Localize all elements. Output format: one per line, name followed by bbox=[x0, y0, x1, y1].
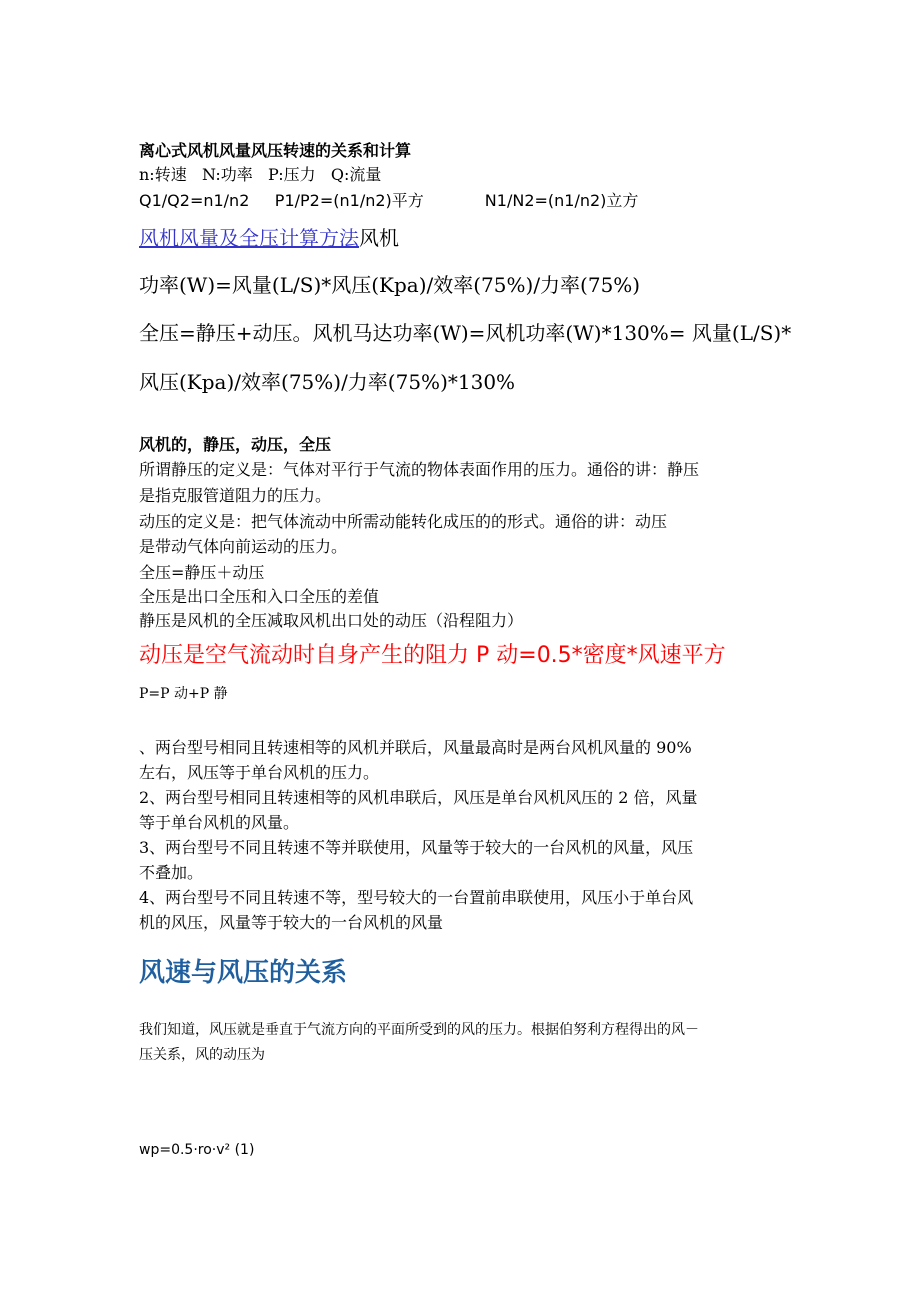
intro-line-1: 我们知道，风压就是垂直于气流方向的平面所受到的风的压力。根据伯努利方程得出的风－ bbox=[139, 1022, 699, 1038]
link-line bbox=[139, 226, 399, 250]
total-difference: 全压是出口全压和入口全压的差值 bbox=[139, 587, 380, 606]
section-heading-wind-speed: 风速与风压的关系 bbox=[139, 958, 348, 988]
item-3-line-1: 3、两台型号不同且转速不等并联使用，风量等于较大的一台风机的风量，风压 bbox=[139, 838, 694, 857]
power-formula: 功率(W)=风量(L/S)*风压(Kpa)/效率(75%)/力率(75%) bbox=[139, 273, 641, 297]
calc-method-link[interactable]: 风机风量及全压计算方法 bbox=[139, 226, 359, 250]
p-equation: P=P 动+P 静 bbox=[139, 686, 228, 702]
title-fan-relations: 离心式风机风量风压转速的关系和计算 bbox=[139, 141, 412, 160]
item-2-line-1: 2、两台型号相同且转速相等的风机串联后，风压是单台风机风压的 2 倍，风量 bbox=[139, 788, 698, 807]
ratio-formulas: Q1/Q2=n1/n2 P1/P2=(n1/n2)平方 N1/N2=(n1/n2)立方 bbox=[139, 191, 639, 210]
static-note: 静压是风机的全压减取风机出口处的动压（沿程阻力） bbox=[139, 611, 524, 630]
static-def-line-1: 所谓静压的定义是：气体对平行于气流的物体表面作用的压力。通俗的讲：静压 bbox=[139, 460, 700, 479]
item-1-line-1: 、两台型号相同且转速相等的风机并联后，风量最高时是两台风机风量的 90% bbox=[139, 738, 692, 757]
item-4-line-1: 4、两台型号不同且转速不等，型号较大的一台置前串联使用，风压小于单台风 bbox=[139, 888, 694, 907]
item-1-line-2: 左右，风压等于单台风机的压力。 bbox=[139, 763, 380, 782]
section-heading-pressures: 风机的，静压，动压，全压 bbox=[139, 435, 332, 454]
total-pressure-line-1: 全压=静压+动压。风机马达功率(W)=风机功率(W)*130%= 风量(L/S)* bbox=[139, 321, 792, 345]
item-2-line-2: 等于单台风机的风量。 bbox=[139, 813, 300, 832]
item-4-line-2: 机的风压，风量等于较大的一台风机的风量 bbox=[139, 913, 444, 932]
dynamic-pressure-red-line: 动压是空气流动时自身产生的阻力 P 动=0.5*密度*风速平方 bbox=[139, 643, 726, 668]
wp-formula: wp=0.5·ro·v² (1) bbox=[139, 1142, 255, 1158]
dynamic-def-line-2: 是带动气体向前运动的压力。 bbox=[139, 537, 348, 556]
total-pressure-line-2: 风压(Kpa)/效率(75%)/力率(75%)*130% bbox=[139, 370, 516, 394]
link-suffix: 风机 bbox=[359, 226, 399, 250]
static-def-line-2: 是指克服管道阻力的压力。 bbox=[139, 486, 332, 505]
dynamic-def-line-1: 动压的定义是：把气体流动中所需动能转化成压的的形式。通俗的讲：动压 bbox=[139, 512, 668, 531]
total-equation: 全压=静压＋动压 bbox=[139, 563, 265, 582]
item-3-line-2: 不叠加。 bbox=[139, 863, 204, 882]
symbol-legend: n:转速 N:功率 P:压力 Q:流量 bbox=[139, 165, 382, 184]
intro-line-2: 压关系，风的动压为 bbox=[139, 1047, 265, 1063]
